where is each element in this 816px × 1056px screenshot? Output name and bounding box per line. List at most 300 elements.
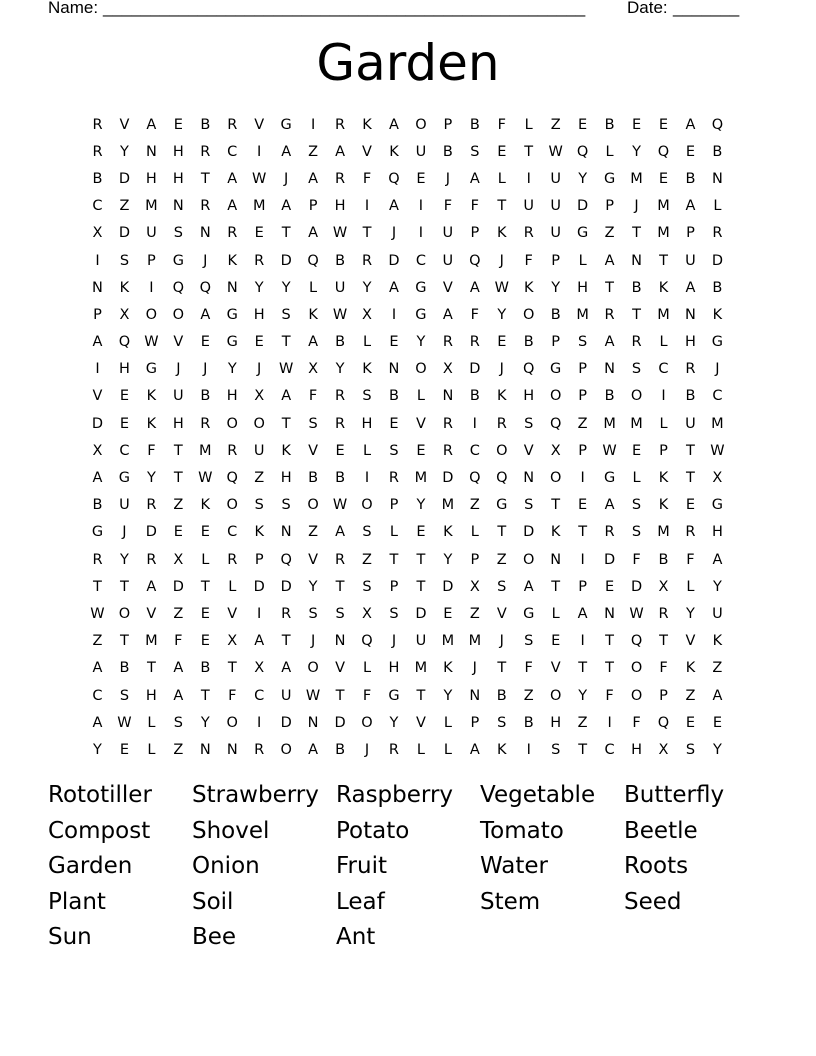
grid-letter[interactable]: O	[523, 306, 535, 323]
grid-letter[interactable]: S	[578, 334, 588, 351]
grid-letter[interactable]: W	[90, 605, 105, 622]
grid-letter[interactable]: U	[523, 198, 535, 215]
grid-letter[interactable]: K	[146, 415, 157, 432]
grid-letter[interactable]: Y	[146, 470, 156, 487]
grid-letter[interactable]: Y	[200, 714, 210, 731]
grid-letter[interactable]: Z	[604, 225, 615, 242]
grid-letter[interactable]: I	[149, 279, 154, 296]
grid-letter[interactable]: H	[334, 198, 346, 215]
grid-letter[interactable]: J	[499, 633, 504, 650]
grid-letter[interactable]: M	[252, 198, 266, 215]
grid-letter[interactable]: L	[659, 415, 668, 432]
grid-letter[interactable]: G	[711, 497, 724, 514]
grid-letter[interactable]: B	[604, 388, 615, 405]
grid-letter[interactable]: J	[203, 252, 208, 269]
grid-letter[interactable]: N	[226, 741, 238, 758]
grid-letter[interactable]: C	[712, 388, 723, 405]
grid-letter[interactable]: R	[227, 442, 238, 459]
grid-letter[interactable]: B	[442, 143, 453, 160]
grid-letter[interactable]: A	[469, 279, 480, 296]
grid-letter[interactable]: F	[443, 198, 453, 215]
grid-letter[interactable]: I	[418, 198, 424, 215]
grid-letter[interactable]: E	[631, 442, 642, 459]
grid-letter[interactable]: B	[604, 116, 615, 133]
grid-letter[interactable]: F	[524, 252, 533, 269]
grid-letter[interactable]: G	[415, 279, 427, 296]
grid-letter[interactable]: H	[172, 143, 184, 160]
grid-letter[interactable]: M	[145, 633, 158, 650]
grid-letter[interactable]: A	[712, 687, 723, 704]
grid-letter[interactable]: K	[550, 524, 561, 541]
grid-letter[interactable]: A	[469, 741, 480, 758]
grid-letter[interactable]: F	[174, 633, 183, 650]
grid-letter[interactable]: Y	[551, 279, 561, 296]
grid-letter[interactable]: S	[281, 497, 291, 514]
grid-letter[interactable]: E	[497, 143, 507, 160]
grid-letter[interactable]: P	[659, 687, 668, 704]
grid-letter[interactable]: X	[658, 741, 669, 758]
grid-letter[interactable]: Z	[469, 605, 480, 622]
grid-letter[interactable]: A	[308, 225, 319, 242]
grid-letter[interactable]: F	[470, 306, 479, 323]
grid-letter[interactable]: D	[630, 578, 643, 595]
grid-letter[interactable]: O	[226, 714, 238, 731]
grid-letter[interactable]: B	[469, 116, 480, 133]
grid-letter[interactable]: F	[362, 687, 372, 704]
grid-letter[interactable]: G	[118, 470, 131, 487]
grid-letter[interactable]: H	[388, 660, 400, 677]
grid-letter[interactable]: K	[227, 252, 237, 269]
grid-letter[interactable]: O	[630, 388, 643, 405]
grid-letter[interactable]: P	[470, 225, 480, 242]
grid-letter[interactable]: S	[173, 225, 183, 242]
grid-letter[interactable]: U	[334, 279, 346, 296]
grid-letter[interactable]: V	[523, 442, 534, 459]
grid-letter[interactable]: A	[469, 170, 480, 187]
grid-letter[interactable]: K	[443, 660, 453, 677]
grid-letter[interactable]: Z	[577, 714, 588, 731]
grid-letter[interactable]: T	[632, 225, 641, 242]
grid-letter[interactable]: G	[711, 334, 724, 351]
grid-letter[interactable]: R	[92, 143, 103, 160]
grid-letter[interactable]: P	[659, 442, 668, 459]
grid-letter[interactable]: S	[308, 605, 318, 622]
grid-letter[interactable]: I	[580, 633, 585, 650]
grid-letter[interactable]: O	[172, 306, 185, 323]
grid-letter[interactable]: E	[200, 633, 210, 650]
grid-letter[interactable]: A	[577, 605, 588, 622]
grid-letter[interactable]: I	[526, 170, 531, 187]
grid-letter[interactable]: K	[497, 741, 507, 758]
grid-letter[interactable]: R	[712, 225, 723, 242]
grid-letter[interactable]: W	[494, 279, 509, 296]
grid-letter[interactable]: L	[228, 578, 237, 595]
grid-letter[interactable]: I	[472, 415, 477, 432]
grid-letter[interactable]: X	[227, 633, 238, 650]
grid-letter[interactable]: F	[228, 687, 237, 704]
grid-letter[interactable]: T	[578, 524, 588, 541]
grid-letter[interactable]: S	[389, 605, 399, 622]
grid-letter[interactable]: T	[146, 660, 156, 677]
grid-letter[interactable]: G	[145, 361, 157, 378]
grid-letter[interactable]: D	[442, 470, 454, 487]
grid-letter[interactable]: T	[686, 470, 695, 487]
grid-letter[interactable]: S	[524, 415, 534, 432]
grid-letter[interactable]: W	[548, 143, 563, 160]
grid-letter[interactable]: O	[549, 687, 562, 704]
grid-letter[interactable]: E	[173, 116, 183, 133]
grid-letter[interactable]: Z	[173, 741, 184, 758]
grid-letter[interactable]: E	[173, 524, 183, 541]
grid-letter[interactable]: N	[604, 361, 616, 378]
grid-letter[interactable]: M	[441, 633, 455, 650]
grid-letter[interactable]: Y	[120, 143, 129, 160]
grid-letter[interactable]: G	[550, 361, 562, 378]
grid-letter[interactable]: N	[199, 741, 211, 758]
grid-letter[interactable]: V	[335, 660, 346, 677]
grid-letter[interactable]: P	[389, 497, 399, 514]
grid-letter[interactable]: P	[578, 442, 587, 459]
grid-letter[interactable]: D	[118, 170, 131, 187]
grid-letter[interactable]: T	[551, 497, 561, 514]
grid-letter[interactable]: A	[604, 334, 615, 351]
grid-letter[interactable]: D	[91, 415, 104, 432]
grid-letter[interactable]: D	[415, 605, 427, 622]
grid-letter[interactable]: L	[362, 334, 372, 351]
grid-letter[interactable]: O	[226, 415, 238, 432]
grid-letter[interactable]: N	[550, 551, 562, 568]
grid-letter[interactable]: B	[469, 388, 480, 405]
grid-letter[interactable]: W	[332, 225, 348, 242]
grid-letter[interactable]: H	[577, 279, 589, 296]
grid-letter[interactable]: D	[280, 578, 292, 595]
grid-letter[interactable]: I	[95, 252, 100, 269]
grid-letter[interactable]: E	[416, 524, 426, 541]
grid-letter[interactable]: A	[685, 198, 696, 215]
grid-letter[interactable]: D	[523, 524, 535, 541]
grid-letter[interactable]: E	[416, 170, 426, 187]
grid-letter[interactable]: A	[685, 116, 696, 133]
grid-letter[interactable]: K	[523, 279, 534, 296]
grid-letter[interactable]: C	[92, 198, 103, 215]
grid-letter[interactable]: Y	[308, 578, 318, 595]
grid-letter[interactable]: Z	[523, 687, 534, 704]
grid-letter[interactable]: T	[200, 578, 210, 595]
grid-letter[interactable]: O	[118, 605, 131, 622]
grid-letter[interactable]: P	[443, 116, 453, 133]
grid-letter[interactable]: Z	[712, 660, 723, 677]
grid-letter[interactable]: Z	[254, 470, 265, 487]
grid-letter[interactable]: Z	[308, 524, 319, 541]
grid-letter[interactable]: K	[362, 116, 372, 133]
grid-letter[interactable]: F	[686, 551, 695, 568]
grid-letter[interactable]: J	[203, 361, 208, 378]
grid-letter[interactable]: J	[176, 361, 181, 378]
grid-letter[interactable]: I	[257, 605, 262, 622]
grid-letter[interactable]: Z	[577, 415, 588, 432]
grid-letter[interactable]: H	[523, 388, 535, 405]
grid-letter[interactable]: H	[631, 741, 642, 758]
grid-letter[interactable]: O	[549, 388, 562, 405]
grid-letter[interactable]: A	[281, 198, 292, 215]
grid-letter[interactable]: S	[631, 524, 642, 541]
grid-letter[interactable]: M	[711, 415, 724, 432]
grid-letter[interactable]: G	[280, 116, 292, 133]
grid-letter[interactable]: K	[146, 388, 157, 405]
grid-letter[interactable]: S	[362, 524, 372, 541]
grid-letter[interactable]: S	[308, 415, 318, 432]
grid-letter[interactable]: Q	[657, 714, 670, 731]
grid-letter[interactable]: E	[416, 442, 426, 459]
grid-letter[interactable]: B	[335, 741, 346, 758]
grid-letter[interactable]: L	[416, 741, 425, 758]
grid-letter[interactable]: R	[388, 741, 399, 758]
grid-letter[interactable]: R	[388, 470, 399, 487]
grid-letter[interactable]: A	[389, 116, 399, 133]
grid-letter[interactable]: A	[523, 578, 534, 595]
grid-letter[interactable]: S	[524, 497, 534, 514]
grid-letter[interactable]: Y	[389, 714, 399, 731]
grid-letter[interactable]: J	[284, 170, 289, 187]
grid-letter[interactable]: F	[605, 687, 614, 704]
grid-letter[interactable]: C	[119, 442, 130, 459]
grid-letter[interactable]: G	[172, 252, 184, 269]
grid-letter[interactable]: D	[253, 578, 265, 595]
grid-letter[interactable]: T	[632, 306, 641, 323]
grid-letter[interactable]: O	[630, 687, 643, 704]
grid-letter[interactable]: E	[497, 334, 507, 351]
grid-letter[interactable]: E	[335, 442, 345, 459]
grid-letter[interactable]: Q	[496, 470, 508, 487]
grid-letter[interactable]: V	[254, 116, 265, 133]
grid-letter[interactable]: H	[145, 687, 157, 704]
grid-letter[interactable]: G	[496, 497, 508, 514]
grid-letter[interactable]: A	[173, 687, 184, 704]
grid-letter[interactable]: S	[389, 442, 399, 459]
grid-letter[interactable]: X	[308, 361, 319, 378]
grid-letter[interactable]: T	[686, 442, 695, 459]
grid-letter[interactable]: R	[227, 225, 238, 242]
grid-letter[interactable]: G	[603, 470, 616, 487]
grid-letter[interactable]: E	[658, 170, 669, 187]
grid-letter[interactable]: J	[391, 633, 397, 650]
grid-letter[interactable]: A	[281, 143, 292, 160]
grid-letter[interactable]: E	[254, 225, 264, 242]
grid-letter[interactable]: E	[200, 524, 210, 541]
grid-letter[interactable]: U	[280, 687, 292, 704]
grid-letter[interactable]: H	[550, 714, 562, 731]
grid-letter[interactable]: F	[470, 198, 479, 215]
grid-letter[interactable]: S	[254, 497, 264, 514]
name-field[interactable]: ___________________________________________________	[103, 0, 586, 17]
grid-letter[interactable]: N	[307, 714, 319, 731]
grid-letter[interactable]: Q	[361, 633, 373, 650]
grid-letter[interactable]: A	[308, 741, 319, 758]
grid-letter[interactable]: P	[605, 198, 614, 215]
grid-letter[interactable]: T	[497, 660, 507, 677]
grid-letter[interactable]: R	[200, 415, 211, 432]
grid-letter[interactable]: Z	[173, 497, 184, 514]
grid-letter[interactable]: N	[631, 252, 642, 269]
grid-letter[interactable]: S	[335, 605, 345, 622]
grid-letter[interactable]: G	[523, 605, 535, 622]
grid-letter[interactable]: N	[469, 687, 481, 704]
grid-letter[interactable]: L	[147, 741, 156, 758]
grid-letter[interactable]: A	[308, 334, 319, 351]
grid-letter[interactable]: W	[117, 714, 132, 731]
grid-letter[interactable]: V	[92, 388, 103, 405]
grid-letter[interactable]: O	[307, 660, 319, 677]
grid-letter[interactable]: E	[119, 415, 130, 432]
grid-letter[interactable]: O	[145, 306, 158, 323]
grid-letter[interactable]: X	[712, 470, 723, 487]
grid-letter[interactable]: M	[657, 524, 670, 541]
grid-letter[interactable]: P	[470, 714, 480, 731]
grid-letter[interactable]: A	[604, 497, 615, 514]
grid-letter[interactable]: A	[92, 714, 103, 731]
grid-letter[interactable]: S	[281, 306, 291, 323]
grid-letter[interactable]: T	[173, 470, 183, 487]
grid-letter[interactable]: X	[254, 388, 265, 405]
grid-letter[interactable]: S	[470, 143, 480, 160]
grid-letter[interactable]: N	[145, 143, 157, 160]
grid-letter[interactable]: V	[173, 334, 184, 351]
grid-letter[interactable]: R	[281, 605, 292, 622]
grid-letter[interactable]: I	[257, 143, 262, 160]
grid-letter[interactable]: O	[630, 660, 643, 677]
grid-letter[interactable]: Z	[496, 551, 507, 568]
grid-letter[interactable]: V	[227, 605, 238, 622]
grid-letter[interactable]: D	[280, 252, 292, 269]
grid-letter[interactable]: L	[416, 388, 425, 405]
grid-letter[interactable]: N	[523, 470, 535, 487]
grid-letter[interactable]: U	[146, 225, 157, 242]
grid-letter[interactable]: Q	[226, 470, 238, 487]
grid-letter[interactable]: B	[658, 551, 669, 568]
grid-letter[interactable]: V	[550, 660, 561, 677]
grid-letter[interactable]: T	[335, 687, 345, 704]
grid-letter[interactable]: F	[497, 116, 506, 133]
grid-letter[interactable]: F	[524, 660, 533, 677]
grid-letter[interactable]: L	[659, 334, 668, 351]
grid-letter[interactable]: N	[442, 388, 454, 405]
grid-letter[interactable]: X	[362, 306, 372, 323]
grid-letter[interactable]: Y	[254, 279, 264, 296]
grid-letter[interactable]: A	[146, 116, 157, 133]
grid-letter[interactable]: P	[578, 578, 587, 595]
grid-letter[interactable]: E	[578, 116, 588, 133]
grid-letter[interactable]: T	[416, 551, 426, 568]
grid-letter[interactable]: M	[199, 442, 212, 459]
grid-letter[interactable]: S	[497, 578, 507, 595]
grid-letter[interactable]: R	[227, 116, 238, 133]
grid-letter[interactable]: W	[305, 687, 321, 704]
grid-letter[interactable]: R	[361, 252, 373, 269]
grid-letter[interactable]: L	[389, 524, 398, 541]
grid-letter[interactable]: E	[119, 388, 130, 405]
grid-letter[interactable]: I	[580, 551, 585, 568]
grid-letter[interactable]: K	[389, 143, 399, 160]
grid-letter[interactable]: E	[631, 116, 642, 133]
grid-letter[interactable]: Y	[416, 497, 426, 514]
grid-letter[interactable]: K	[443, 524, 453, 541]
grid-letter[interactable]: F	[632, 551, 641, 568]
grid-letter[interactable]: M	[414, 470, 428, 487]
grid-letter[interactable]: R	[658, 605, 669, 622]
grid-letter[interactable]: L	[686, 578, 695, 595]
grid-letter[interactable]: U	[442, 225, 454, 242]
grid-letter[interactable]: W	[332, 306, 348, 323]
grid-letter[interactable]: R	[685, 361, 696, 378]
grid-letter[interactable]: A	[281, 388, 292, 405]
grid-letter[interactable]: T	[497, 524, 507, 541]
grid-letter[interactable]: C	[604, 741, 615, 758]
grid-letter[interactable]: P	[578, 388, 587, 405]
grid-letter[interactable]: K	[658, 497, 669, 514]
grid-letter[interactable]: R	[227, 551, 238, 568]
grid-letter[interactable]: J	[257, 361, 262, 378]
grid-letter[interactable]: M	[441, 497, 455, 514]
grid-letter[interactable]: H	[172, 170, 184, 187]
grid-letter[interactable]: U	[550, 170, 561, 187]
grid-letter[interactable]: W	[278, 361, 294, 378]
grid-letter[interactable]: R	[631, 334, 642, 351]
grid-letter[interactable]: A	[146, 578, 157, 595]
grid-letter[interactable]: U	[442, 252, 454, 269]
grid-letter[interactable]: K	[658, 470, 669, 487]
grid-letter[interactable]: U	[550, 198, 561, 215]
grid-letter[interactable]: E	[443, 605, 453, 622]
grid-letter[interactable]: A	[335, 143, 346, 160]
grid-letter[interactable]: V	[415, 415, 426, 432]
grid-letter[interactable]: T	[200, 687, 210, 704]
grid-letter[interactable]: L	[470, 524, 479, 541]
grid-letter[interactable]: T	[200, 170, 210, 187]
grid-letter[interactable]: A	[227, 170, 238, 187]
grid-letter[interactable]: A	[254, 633, 265, 650]
grid-letter[interactable]: H	[253, 306, 265, 323]
grid-letter[interactable]: K	[497, 388, 507, 405]
grid-letter[interactable]: N	[388, 361, 400, 378]
grid-letter[interactable]: C	[254, 687, 265, 704]
grid-letter[interactable]: P	[93, 306, 102, 323]
grid-letter[interactable]: V	[685, 633, 696, 650]
grid-letter[interactable]: L	[201, 551, 210, 568]
grid-letter[interactable]: B	[335, 334, 346, 351]
grid-letter[interactable]: T	[578, 660, 588, 677]
grid-letter[interactable]: G	[603, 170, 616, 187]
grid-letter[interactable]: B	[92, 170, 103, 187]
grid-letter[interactable]: F	[147, 442, 156, 459]
grid-letter[interactable]: L	[309, 279, 318, 296]
grid-letter[interactable]: N	[226, 279, 238, 296]
grid-letter[interactable]: L	[443, 741, 452, 758]
grid-letter[interactable]: P	[686, 225, 695, 242]
grid-letter[interactable]: Q	[657, 143, 670, 160]
grid-letter[interactable]: L	[147, 714, 156, 731]
grid-letter[interactable]: K	[712, 633, 723, 650]
grid-letter[interactable]: C	[227, 143, 238, 160]
grid-letter[interactable]: X	[658, 578, 669, 595]
grid-letter[interactable]: M	[603, 415, 616, 432]
grid-letter[interactable]: L	[551, 605, 560, 622]
grid-letter[interactable]: Z	[173, 605, 184, 622]
grid-letter[interactable]: U	[253, 442, 265, 459]
grid-letter[interactable]: L	[443, 714, 452, 731]
grid-letter[interactable]: O	[253, 415, 265, 432]
grid-letter[interactable]: L	[578, 252, 587, 269]
grid-letter[interactable]: O	[415, 116, 427, 133]
